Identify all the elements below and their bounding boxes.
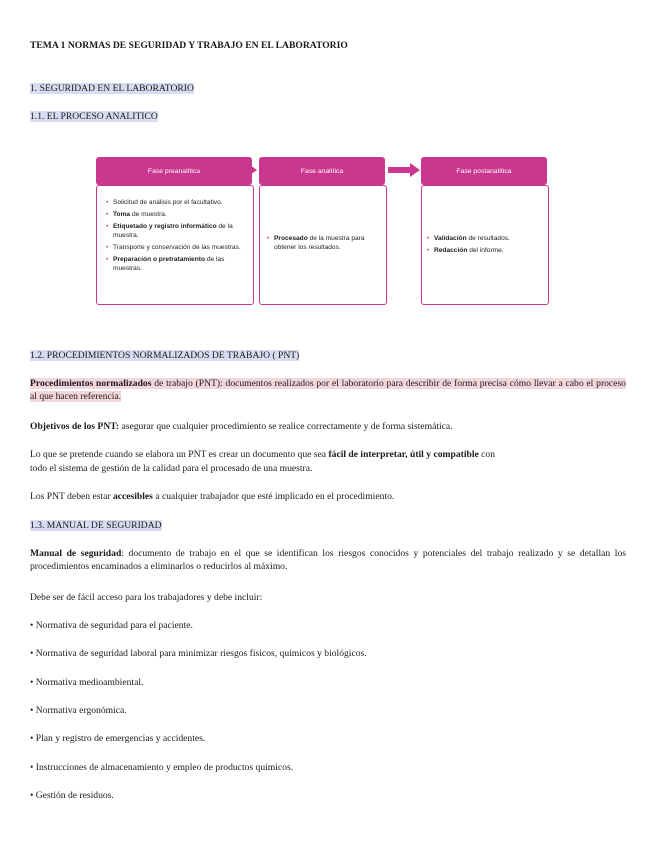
list-item: • Normativa de seguridad para el paciente.: [30, 620, 193, 631]
pnt-pretende-line2: todo el sistema de gestión de la calidad para el procesado de una muestra.: [30, 463, 313, 474]
phase-box-postanalitica: [421, 185, 549, 305]
list-item: • Instrucciones de almacenamiento y empleo de productos químicos.: [30, 762, 294, 773]
pnt-definition: Procedimientos normalizados de trabajo (PNT): documentos realizados por el laboratorio para describir de forma precisa cómo llevar a cabo el proceso al que hacen referencia.: [30, 378, 626, 402]
list-item: • Normativa medioambiental.: [30, 677, 144, 688]
pnt-objetivos: Objetivos de los PNT: asegurar que cualquier procedimiento se realice correctamente y de forma sistemática.: [30, 421, 453, 432]
phase-header-preanalitica: Fase preanalítica: [96, 157, 252, 185]
section-heading-1-1: 1.1. EL PROCESO ANALITICO: [30, 111, 158, 122]
phase-header-analitica: Fase analítica: [259, 157, 385, 185]
list-item: • Normativa ergonómica.: [30, 705, 127, 716]
list-item: • Preparación o pretratamiento de las muestras.: [113, 255, 249, 273]
arrow-right-icon: [225, 163, 257, 177]
list-item: • Solicitud de análisis por el facultativo.: [113, 198, 249, 207]
analytic-process-diagram: [0, 0, 655, 330]
pnt-pretende-line1: Lo que se pretende cuando se elabora un PNT es crear un documento que sea fácil de interpretar, útil y compatible con: [30, 449, 496, 460]
list-item: • Gestión de residuos.: [30, 790, 114, 801]
section-heading-1-3: 1.3. MANUAL DE SEGURIDAD: [30, 520, 162, 531]
list-item: • Procesado de la muestra para obtener los resultados.: [274, 234, 380, 252]
section-heading-1: 1. SEGURIDAD EN EL LABORATORIO: [30, 83, 194, 94]
list-item: • Normativa de seguridad laboral para minimizar riesgos físicos, químicos y biológicos.: [30, 648, 367, 659]
list-item: • Plan y registro de emergencias y accidentes.: [30, 733, 206, 744]
phase-box-preanalitica: [96, 185, 254, 305]
phase-header-postanalitica: Fase postanalítica: [421, 157, 547, 185]
phase-box-analitica: [259, 185, 387, 305]
list-item: • Redacción del informe.: [434, 246, 544, 255]
document-title: TEMA 1 NORMAS DE SEGURIDAD Y TRABAJO EN EL LABORATORIO: [30, 40, 348, 51]
list-item: • Etiquetado y registro informático de la muestra.: [113, 222, 249, 240]
list-item: • Validación de resultados.: [434, 234, 544, 243]
pnt-accesibles: Los PNT deben estar accesibles a cualquier trabajador que esté implicado en el procedimiento.: [30, 491, 395, 502]
section-heading-1-2: 1.2. PROCEDIMIENTOS NORMALIZADOS DE TRABAJO ( PNT): [30, 350, 300, 361]
list-item: • Toma de muestra.: [113, 210, 249, 219]
list-item: • Transporte y conservación de las muestras.: [113, 243, 249, 252]
arrow-right-icon: [388, 163, 420, 177]
manual-definition: Manual de seguridad: documento de trabajo en el que se identifican los riesgos conocidos y potenciales del trabajo realizado y se detallan los procedimientos encaminados a eliminarlos o reducirlos al máximo.: [30, 548, 626, 572]
manual-acceso: Debe ser de fácil acceso para los trabajadores y debe incluir:: [30, 592, 263, 603]
